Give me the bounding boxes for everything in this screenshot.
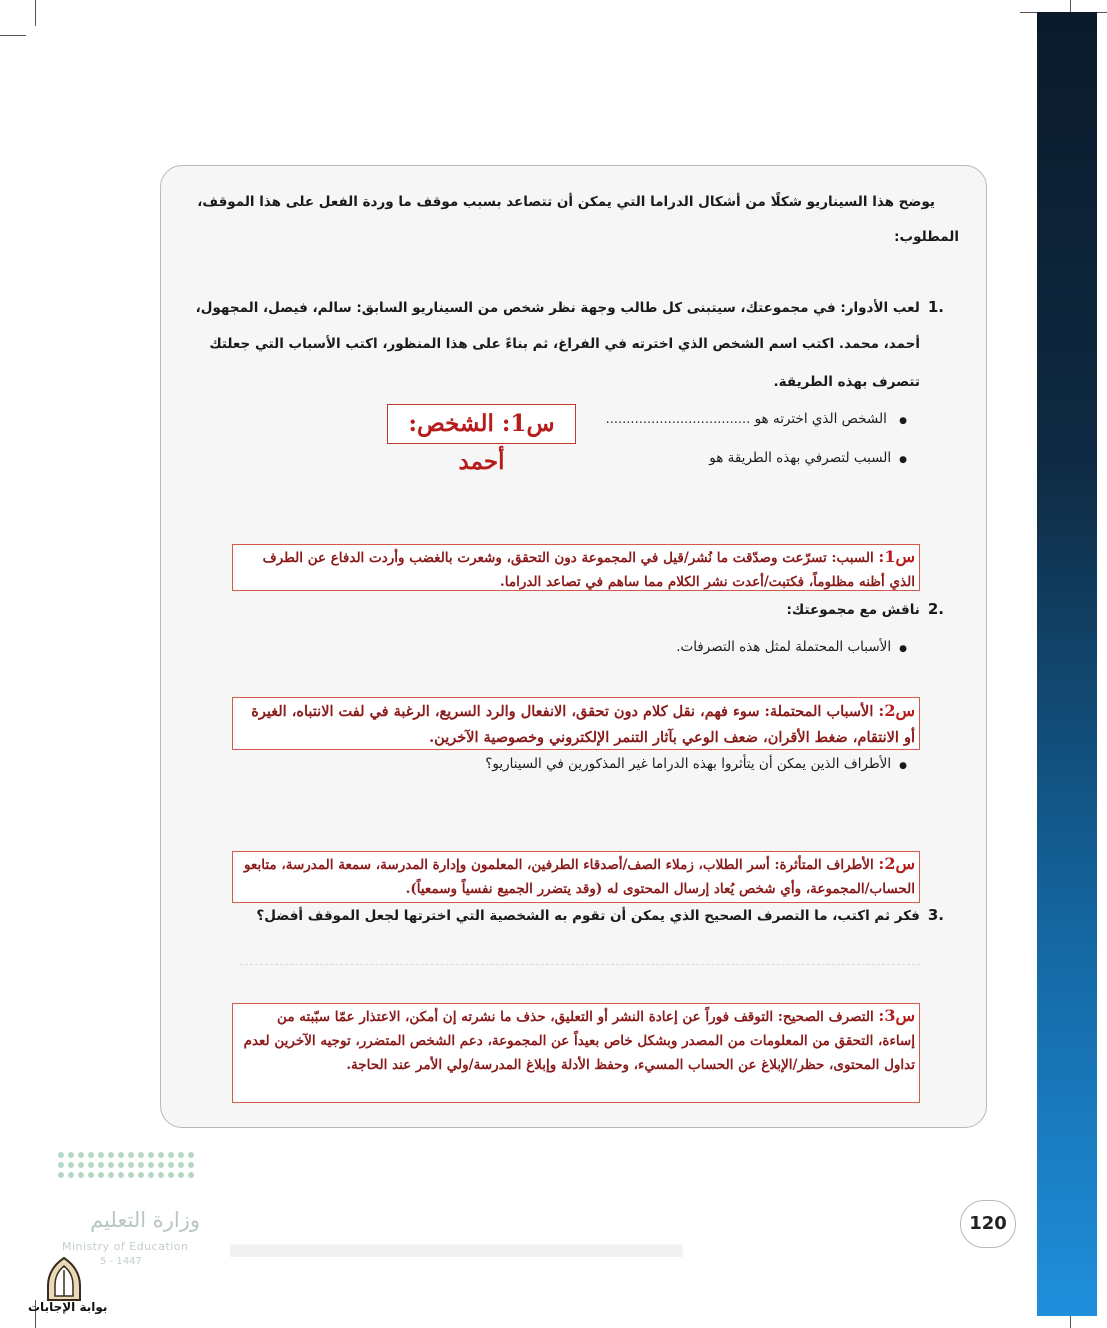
bullet-chosen-person xyxy=(587,411,907,427)
answer-causes-text: الأسباب المحتملة: سوء فهم، نقل كلام دون تحقق، الانفعال والرد السريع، الرغبة في لفت الانتباه، الغيرة أو الانتقام، ضغط الأقران، ضعف الوعي بآثار التنمر الإلكتروني وخصوصية الآخرين. xyxy=(251,703,915,746)
bullet-possible-causes: ● الأسباب المحتملة لمثل هذه التصرفات. xyxy=(507,639,907,655)
ministry-name-english: Ministry of Education xyxy=(62,1240,189,1253)
intro-line-2: المطلوب: xyxy=(894,229,959,245)
question-3-line: فكر ثم اكتب، ما التصرف الصحيح الذي يمكن أن تقوم به الشخصية التي اخترتها لجعل الموقف أفضل؟ xyxy=(256,908,920,924)
answer-parties-text: الأطراف المتأثرة: أسر الطلاب، زملاء الصف/أصدقاء الطرفين، المعلمون وإدارة المدرسة، سمعة المدرسة، متابعو الحساب/المجموعة، وأي شخص يُعاد إرسال المحتوى له (وقد يتضرر الجميع نفسياً وسمعياً). xyxy=(243,857,915,897)
answer-correct-action-text: التصرف الصحيح: التوقف فوراً عن إعادة النشر أو التعليق، حذف ما نشرته إن أمكن، الاعتذار عمّا سبّبته من إساءة، التحقق من المعلومات من المصدر وبشكل خاص بعيداً عن المجموعة، دعم الشخص المتضرر، توجيه الآخرين لعدم تداول المحتوى، حظر/الإبلاغ عن الحساب المسيء، وحفظ الأدلة وإبلاغ المدرسة/ولي الأمر عند الحاجة. xyxy=(243,1009,915,1073)
question-1 xyxy=(184,298,944,316)
answer-reason-box xyxy=(232,544,920,591)
answer-correct-action-box xyxy=(232,1003,920,1103)
ministry-year: 5 - 1447 xyxy=(100,1256,142,1267)
answer-correct-action-tag: س3: xyxy=(878,1006,915,1025)
question-2-number: .2 xyxy=(927,600,944,618)
intro-line-1: يوضح هذا السيناريو شكلًا من أشكال الدراما التي يمكن أن تتصاعد بسبب موقف ما وردة الفعل على هذا الموقف، xyxy=(197,194,935,210)
question-3 xyxy=(224,906,944,924)
chosen-person-blank: ................................... xyxy=(605,412,751,427)
portal-name: بوابة الإجابات xyxy=(28,1300,108,1314)
crop-mark xyxy=(35,0,36,26)
bullet-affected-parties: ● الأطراف الذين يمكن أن يتأثروا بهذه الدراما غير المذكورين في السيناريو؟ xyxy=(407,756,907,772)
answer-reason-text: السبب: تسرّعت وصدّقت ما نُشر/قيل في المجموعة دون التحقق، وشعرت بالغضب وأردت الدفاع عن الطرف الذي أظنه مظلوماً، فكتبت/أعدت نشر الكلام مما ساهم في تصاعد الدراما. xyxy=(262,550,915,590)
question-2-title: ناقش مع مجموعتك: xyxy=(786,602,920,618)
question-3-number: .3 xyxy=(927,906,944,924)
answer-reason-tag: س1: xyxy=(878,547,915,566)
crop-mark xyxy=(0,35,26,36)
answer-parties-tag: س2: xyxy=(878,854,915,873)
answer-line xyxy=(240,964,920,965)
side-color-bar xyxy=(1037,12,1097,1316)
background-watermark: ـــــــــــ xyxy=(230,1128,682,1291)
page-number: 120 xyxy=(960,1200,1016,1248)
bullet-reason: ● السبب لتصرفي بهذه الطريقة هو xyxy=(607,450,907,466)
answer-causes-box xyxy=(232,697,920,750)
answer-causes-tag: س2: xyxy=(878,701,915,720)
answer-parties-box xyxy=(232,851,920,903)
question-1-number: .1 xyxy=(927,298,944,316)
bullet-chosen-person-label: الشخص الذي اخترته هو xyxy=(754,411,887,427)
answer-chosen-person: س1: الشخص: أحمد xyxy=(387,404,576,444)
ministry-logo-dots xyxy=(58,1152,203,1178)
ministry-name-arabic: وزارة التعليم xyxy=(90,1208,200,1232)
question-1-line-1: لعب الأدوار: في مجموعتك، سيتبنى كل طالب وجهة نظر شخص من السيناريو السابق: سالم، فيصل، المجهول، xyxy=(195,300,920,316)
question-2 xyxy=(644,600,944,618)
question-1-line-2: أحمد، محمد. اكتب اسم الشخص الذي اخترته في الفراغ، ثم بناءً على هذا المنظور، اكتب الأسباب التي جعلتك xyxy=(209,336,920,352)
question-1-line-3: تتصرف بهذه الطريقة. xyxy=(773,374,920,390)
portal-emblem-icon xyxy=(42,1256,86,1302)
